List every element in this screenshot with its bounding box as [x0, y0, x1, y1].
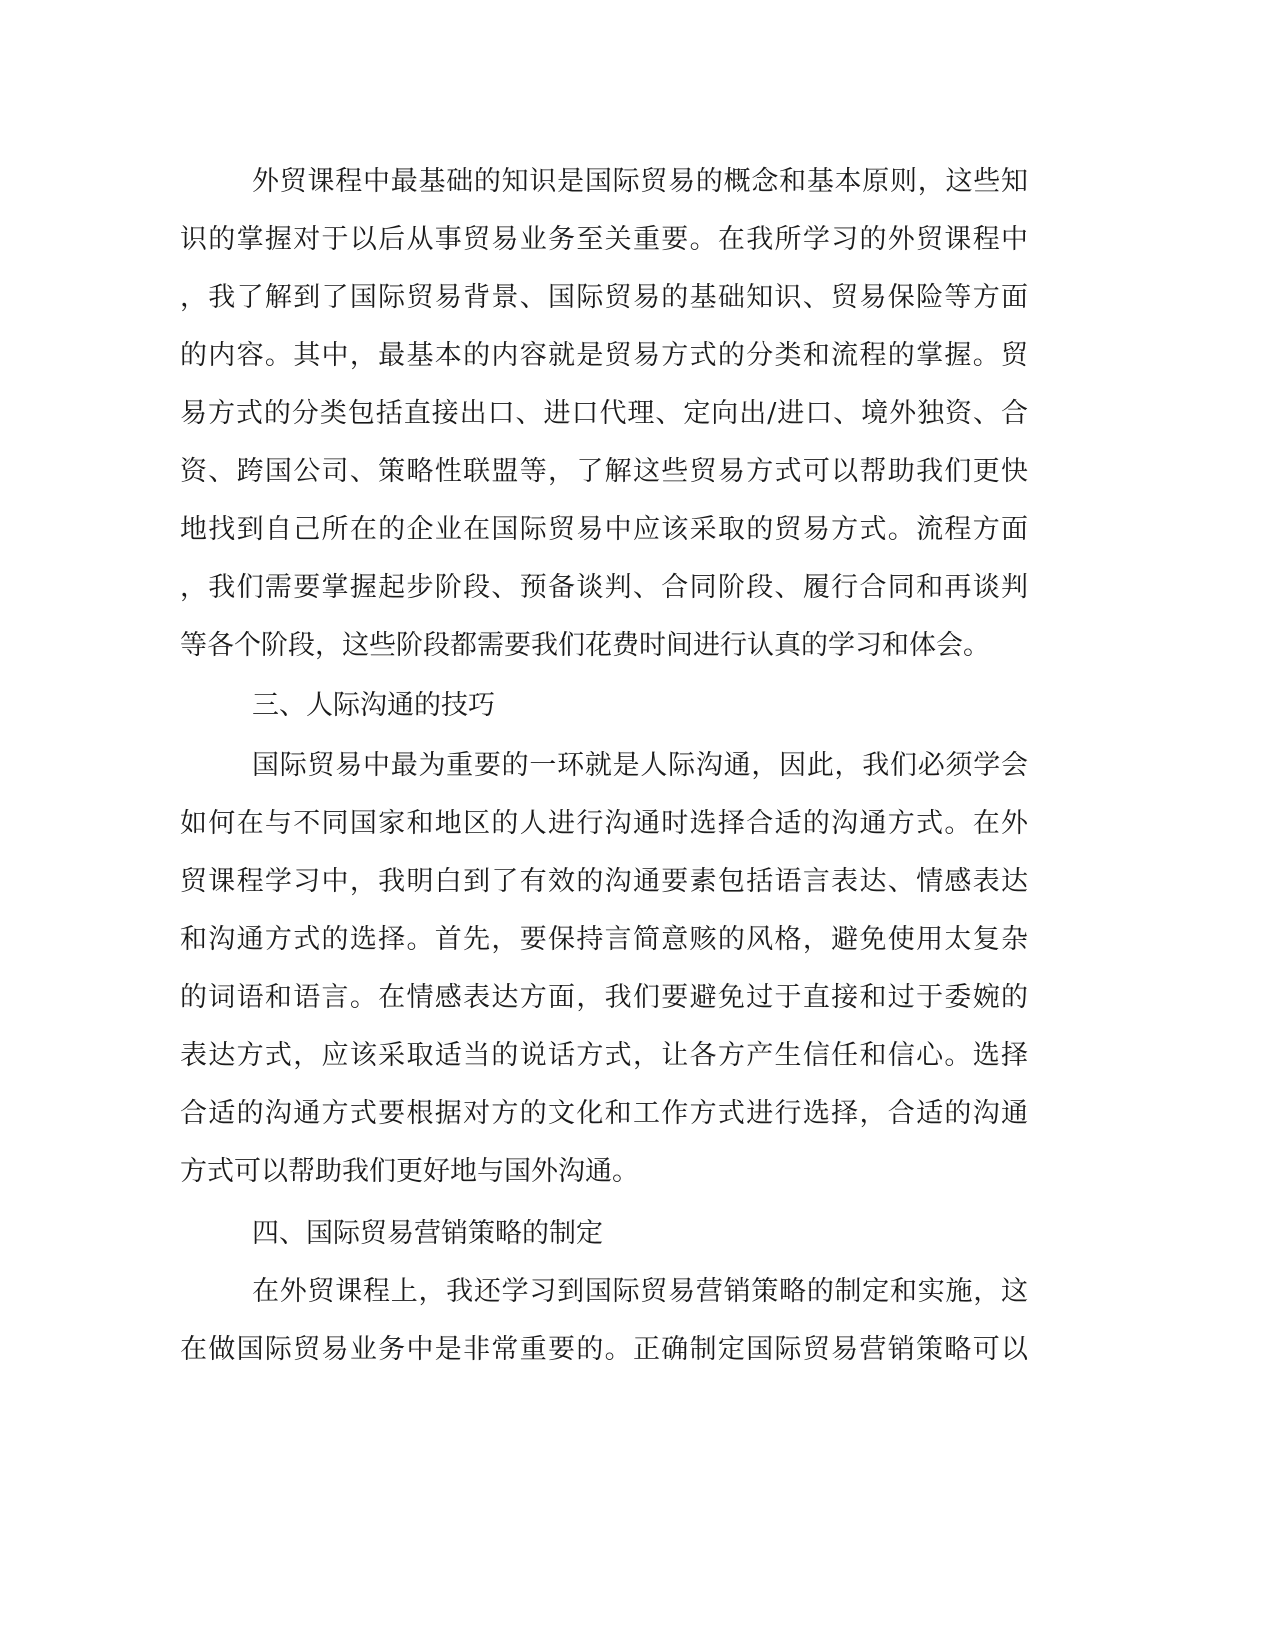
text-line: 易方式的分类包括直接出口、进口代理、定向出/进口、境外独资、合: [180, 398, 1028, 429]
text-line: ，我们需要掌握起步阶段、预备谈判、合同阶段、履行合同和再谈判: [180, 572, 1028, 603]
text-line: 合适的沟通方式要根据对方的文化和工作方式进行选择，合适的沟通: [180, 1098, 1028, 1129]
text-line: 外贸课程中最基础的知识是国际贸易的概念和基本原则，这些知: [252, 166, 1028, 197]
text-line: 如何在与不同国家和地区的人进行沟通时选择合适的沟通方式。在外: [180, 808, 1028, 839]
text-line: 和沟通方式的选择。首先，要保持言简意赅的风格，避免使用太复杂: [180, 924, 1028, 955]
text-line: 国际贸易中最为重要的一环就是人际沟通，因此，我们必须学会: [252, 750, 1028, 781]
text-line: 识的掌握对于以后从事贸易业务至关重要。在我所学习的外贸课程中: [180, 224, 1028, 255]
text-line: 贸课程学习中，我明白到了有效的沟通要素包括语言表达、情感表达: [180, 866, 1028, 897]
text-line: 在外贸课程上，我还学习到国际贸易营销策略的制定和实施，这: [252, 1276, 1028, 1307]
section-heading: 四、国际贸易营销策略的制定: [252, 1218, 603, 1249]
text-line: 地找到自己所在的企业在国际贸易中应该采取的贸易方式。流程方面: [180, 514, 1028, 545]
text-line: 等各个阶段，这些阶段都需要我们花费时间进行认真的学习和体会。: [180, 630, 990, 661]
text-line: 资、跨国公司、策略性联盟等，了解这些贸易方式可以帮助我们更快: [180, 456, 1028, 487]
section-heading: 三、人际沟通的技巧: [252, 690, 495, 721]
text-line: 在做国际贸易业务中是非常重要的。正确制定国际贸易营销策略可以: [180, 1334, 1028, 1365]
text-line: 方式可以帮助我们更好地与国外沟通。: [180, 1156, 639, 1187]
text-line: 的内容。其中，最基本的内容就是贸易方式的分类和流程的掌握。贸: [180, 340, 1028, 371]
text-line: ，我了解到了国际贸易背景、国际贸易的基础知识、贸易保险等方面: [180, 282, 1028, 313]
text-line: 的词语和语言。在情感表达方面，我们要避免过于直接和过于委婉的: [180, 982, 1028, 1013]
text-line: 表达方式，应该采取适当的说话方式，让各方产生信任和信心。选择: [180, 1040, 1028, 1071]
